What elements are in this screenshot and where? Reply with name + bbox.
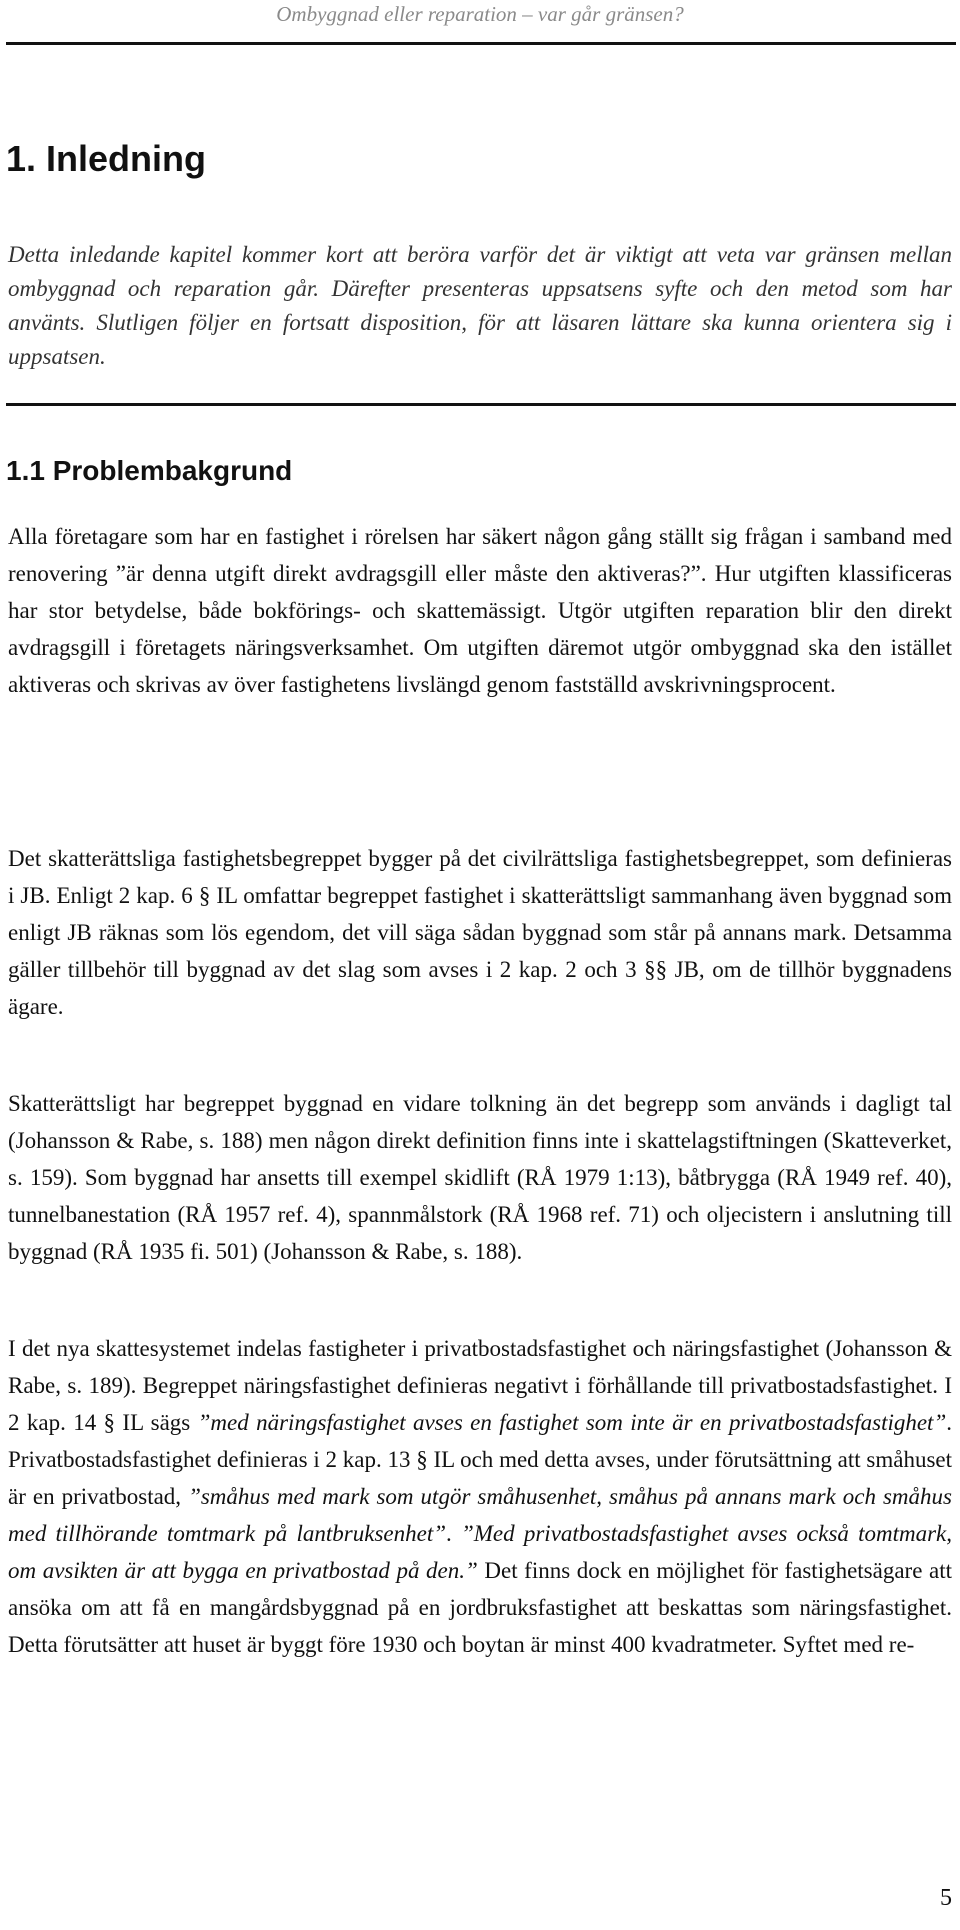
intro-rule [6, 403, 956, 406]
paragraph-4-text: I det nya skattesystemet indelas fastigheter i privatbostadsfastighet och näringsfastighet (Johansson & Rabe, s. 189). Begreppet näringsfastighet definieras negativt i förhållande till privatbostadsfastighet. I 2 kap. 14 § IL sägs [8, 1336, 952, 1435]
section-title: 1.1 Problembakgrund [6, 455, 293, 486]
paragraph-4 [8, 1330, 952, 1663]
chapter-intro: Detta inledande kapitel kommer kort att beröra varför det är viktigt att veta var gränsen mellan ombyggnad och reparation går. Därefter presenteras uppsatsens syfte och den metod som har använts. Slutligen följer en fortsatt disposition, för att läsaren lättare ska kunna orientera sig i uppsatsen. [8, 242, 952, 369]
paragraph-1: Alla företagare som har en fastighet i rörelsen har säkert någon gång ställt sig frågan i samband med renovering ”är denna utgift direkt avdragsgill eller måste den aktiveras?”. Hur utgiften klassificeras har stor betydelse, både bokförings- och skattemässigt. Utgör utgiften reparation blir den direkt avdragsgill i företagets näringsverksamhet. Om utgiften däremot utgör ombyggnad ska den istället aktiveras och skrivas av över fastighetens livslängd genom fastställd avskrivningsprocent. [8, 524, 952, 697]
paragraph-4-text: . [446, 1521, 461, 1546]
paragraph-2: Det skatterättsliga fastighetsbegreppet bygger på det civilrättsliga fastighetsbegreppet, som definieras i JB. Enligt 2 kap. 6 § IL omfattar begreppet fastighet i skatterättsligt sammanhang även byggnad som enligt JB räknas som lös egendom, det vill säga sådan byggnad som står på annans mark. Detsamma gäller tillbehör till byggnad av det slag som avses i 2 kap. 2 och 3 §§ JB, om de tillhör byggnadens ägare. [8, 846, 952, 1019]
quote-smahus: ”småhus med mark som utgör småhusenhet, småhus på annans mark och småhus med tillhörande tomtmark på lantbruksenhet” [8, 1484, 952, 1546]
quote-tomtmark: ”Med privatbostadsfastighet avses också tomtmark, om avsikten är att bygga en privatbostad på den.” [8, 1521, 953, 1583]
running-head: Ombyggnad eller reparation – var går gränsen? [276, 2, 684, 26]
paragraph-4-text: . Privatbostadsfastighet definieras i 2 kap. 13 § IL och med detta avses, under förutsättning att småhuset är en privatbostad, [8, 1410, 952, 1509]
paragraph-3: Skatterättsligt har begreppet byggnad en vidare tolkning än det begrepp som används i dagligt tal (Johansson & Rabe, s. 188) men någon direkt definition finns inte i skattelagstiftningen (Skatteverket, s. 159). Som byggnad har ansetts till exempel skidlift (RÅ 1979 1:13), båtbrygga (RÅ 1949 ref. 40), tunnelbanestation (RÅ 1957 ref. 4), spannmålstork (RÅ 1968 ref. 71) och oljecistern i anslutning till byggnad (RÅ 1935 fi. 501) (Johansson & Rabe, s. 188). [8, 1091, 952, 1264]
paragraph-4-text: Det finns dock en möjlighet för fastighetsägare att ansöka om att få en mangårdsbyggnad på en jordbruksfastighet att beskattas som näringsfastighet. Detta förutsätter att huset är byggt före 1930 och boytan är minst 400 kvadratmeter. Syftet med re- [8, 1558, 952, 1657]
page-number: 5 [940, 1885, 952, 1911]
chapter-title: 1. Inledning [6, 138, 207, 179]
header-rule [6, 42, 956, 45]
quote-naringsfastighet: ”med näringsfastighet avses en fastighet som inte är en privatbostadsfastighet” [197, 1410, 947, 1435]
